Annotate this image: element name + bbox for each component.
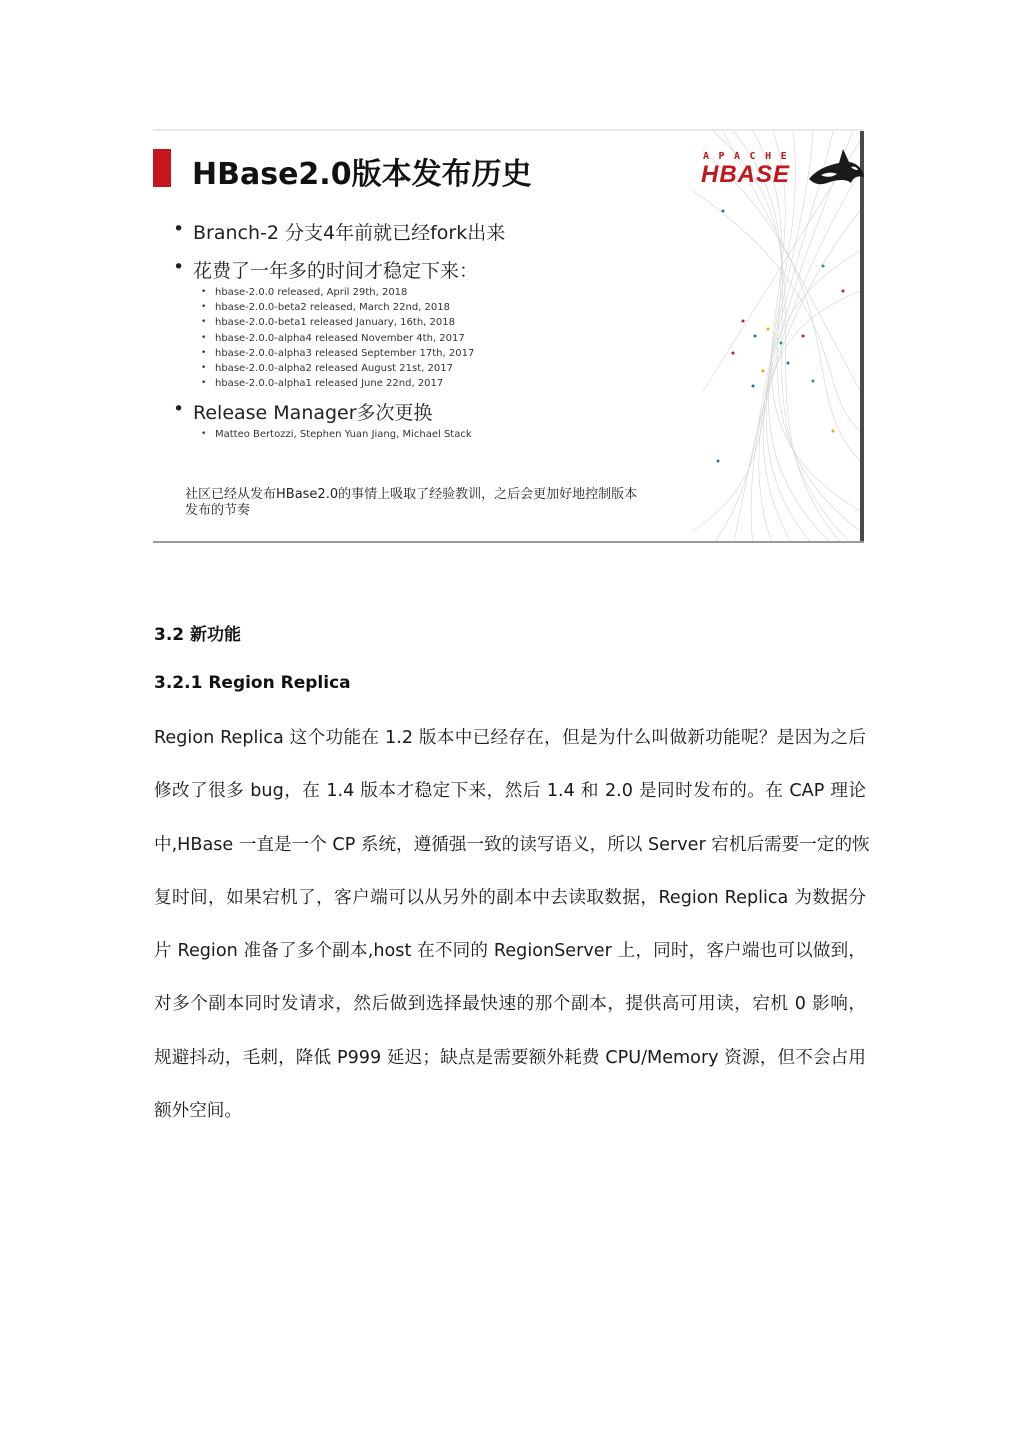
paragraph-line: Region Replica 这个功能在 1.2 版本中已经存在，但是为什么叫做新功能呢？是因为之后 [154, 728, 866, 748]
top-bullet-list [173, 218, 505, 294]
slide-title: HBase2.0版本发布历史 [192, 157, 532, 192]
release-item: • hbase-2.0.0-alpha1 released June 22nd, 2017 [201, 376, 474, 391]
apache-hbase-logo [699, 145, 864, 195]
release-manager-names-list [201, 429, 472, 440]
slide-note-line: 社区已经从发布HBase2.0的事情上吸取了经验教训，之后会更加好地控制版本 [185, 487, 638, 502]
slide-image [153, 129, 864, 543]
release-item: • hbase-2.0.0-alpha3 released September 17th, 2017 [201, 346, 474, 361]
paragraph-line: 修改了很多 bug，在 1.4 版本才稳定下来，然后 1.4 和 2.0 是同时发布的。在 CAP 理论 [154, 781, 866, 802]
bullet-release-manager: • Release Manager多次更换 [173, 398, 433, 436]
section-heading: 3.2 新功能 [154, 625, 242, 645]
release-item: • hbase-2.0.0-alpha2 released August 21st, 2017 [201, 361, 474, 376]
paragraph-line: 复时间，如果宕机了，客户端可以从另外的副本中去读取数据，Region Replica 为数据分 [154, 887, 866, 908]
bullet-branch: • Branch-2 分支4年前就已经fork出来 [173, 218, 505, 256]
subsection-heading: 3.2.1 Region Replica [154, 673, 351, 693]
logo-apache-text: APACHE [703, 151, 797, 162]
body-paragraph [154, 716, 870, 1142]
paragraph-line: 片 Region 准备了多个副本,host 在不同的 RegionServer 上，同时，客户端也可以做到， [154, 941, 866, 962]
slide-note-line: 发布的节奏 [185, 503, 251, 518]
paragraph-line: 中,HBase 一直是一个 CP 系统，遵循强一致的读写语义，所以 Server 宕机后需要一定的恢 [154, 834, 870, 855]
title-accent-bar [153, 149, 171, 187]
release-item: • hbase-2.0.0 released, April 29th, 2018 [201, 285, 474, 300]
orca-icon [807, 145, 864, 191]
slide-note [185, 487, 665, 519]
paragraph-line: 对多个副本同时发请求，然后做到选择最快速的那个副本，提供高可用读，宕机 0 影响， [154, 994, 866, 1015]
logo-hbase-text: HBASE [701, 161, 791, 188]
release-item: • hbase-2.0.0-alpha4 released November 4th, 2017 [201, 331, 474, 346]
release-item: • hbase-2.0.0-beta1 released January, 16th, 2018 [201, 315, 474, 330]
paragraph-line: 额外空间。 [154, 1101, 242, 1122]
release-item: • hbase-2.0.0-beta2 released, March 22nd, 2018 [201, 300, 474, 315]
bullet-stabilize: • 花费了一年多的时间才稳定下来： [173, 256, 505, 294]
release-manager-names: • Matteo Bertozzi, Stephen Yuan Jiang, Michael Stack [201, 429, 472, 440]
paragraph-line: 规避抖动，毛刺，降低 P999 延迟；缺点是需要额外耗费 CPU/Memory 资源，但不会占用 [154, 1047, 866, 1068]
release-list [201, 285, 474, 391]
